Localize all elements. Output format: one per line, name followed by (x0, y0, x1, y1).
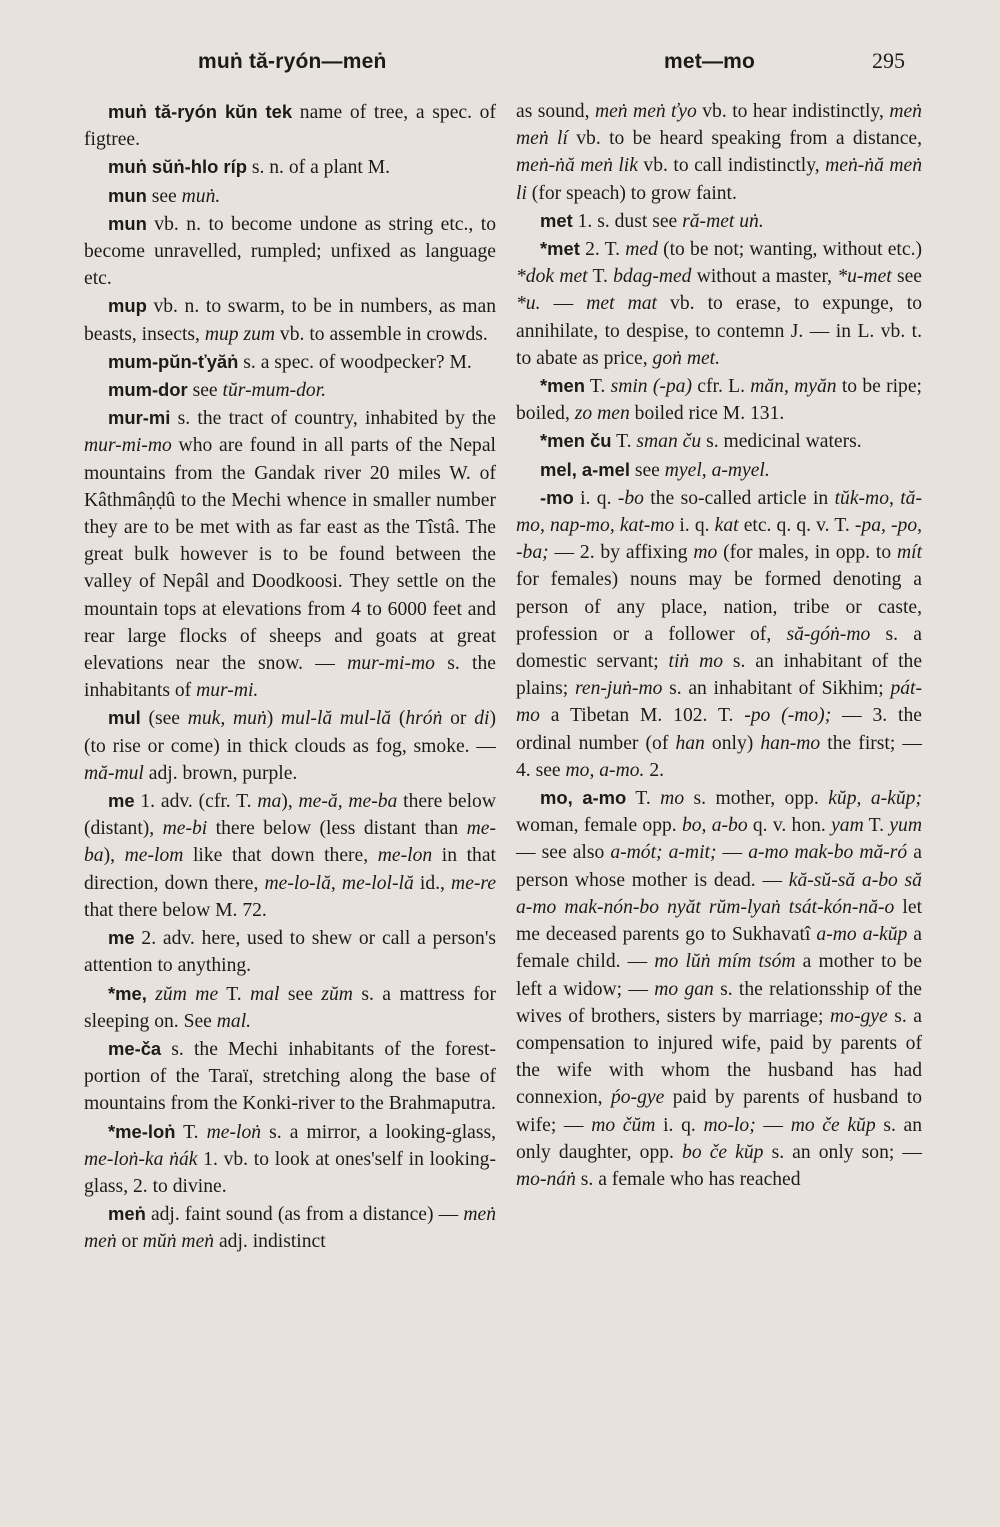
entry-text: the so-called article in (643, 487, 835, 509)
dictionary-entry (516, 235, 922, 372)
entry-text: s. a domestic servant; (516, 623, 922, 673)
entry-text: a Tibetan M. 102. T. (539, 705, 745, 727)
italic-term: bo če kŭp (682, 1141, 764, 1163)
headword: me (108, 790, 135, 812)
italic-term: mal. (216, 1010, 252, 1032)
dictionary-entry (84, 210, 496, 293)
dictionary-entry (84, 376, 496, 404)
italic-term: bo, a-bo (681, 815, 748, 837)
entry-text: — (540, 293, 587, 315)
entry-text: ) (to rise or come) in thick clouds as fog, smoke. — (84, 708, 496, 757)
italic-term: mo (660, 788, 685, 810)
entry-text: s. an inhabitant of Sikhim; (662, 678, 891, 700)
italic-term: me-loṅ (206, 1121, 262, 1143)
entry-text: woman, female opp. (516, 815, 682, 837)
running-header-left: muṅ tă-ryón—meṅ (198, 50, 387, 73)
entry-text: — (716, 842, 749, 864)
headword: *me-loṅ (108, 1120, 176, 1142)
headword: *me, (108, 982, 147, 1004)
italic-term: med (625, 239, 658, 261)
italic-term: hróṅ (405, 708, 443, 730)
italic-term: me-ă, me-ba (298, 791, 398, 813)
dictionary-entry (516, 207, 922, 235)
entry-text: vb. to erase, to expunge, to annihilate, to despise, to contemn J. — in L. vb. t. to abate as price, (516, 293, 922, 369)
entry-text: ), (281, 791, 299, 813)
italic-term: di (474, 708, 490, 730)
entry-text: vb. n. to become undone as string etc., to become unravelled, rumpled; unfixed as language etc. (84, 213, 496, 290)
dictionary-entry (516, 372, 922, 427)
italic-term: mo-lo; (703, 1114, 756, 1136)
italic-term: han-mo (760, 732, 821, 754)
entry-text: or (442, 708, 475, 730)
entry-text: who are found in all parts of the Nepal mountains from the Gandak river 20 miles W. of Kâthmâṇḍû to the Mechi whence in smaller number they are to be met with as far east as the Tîstâ. The great bulk however is to be found between the valley of Nepâl and Doodkoosi. They settle on the mountain tops at elevations from 4 to 6000 feet and rear large flocks of sheeps and goats at great elevations near the snow. — (84, 435, 496, 675)
headword: mup (108, 295, 147, 317)
entry-text: 2. T. (579, 239, 626, 261)
entry-text: there below (less distant than (207, 818, 467, 840)
italic-term: tŭr-mum-dor. (222, 380, 327, 402)
italic-term: să-góṅ-mo (786, 623, 871, 645)
entry-text: 1. vb. to look at ones'self in looking-glass, 2. to divine. (84, 1148, 497, 1197)
entry-text: s. medicinal waters. (701, 431, 862, 453)
dictionary-entry (84, 980, 496, 1035)
italic-term: myel, a-myel. (664, 459, 770, 481)
entry-text: 2. (644, 759, 665, 781)
dictionary-entry (84, 348, 496, 376)
headword: *men (540, 375, 585, 397)
entry-text: a female child. — (516, 924, 923, 973)
italic-term: meṅ meṅ (84, 1204, 496, 1253)
entry-text: (for speach) to grow faint. (526, 182, 737, 204)
italic-term: me-loṅ-ka ṅák (84, 1148, 198, 1170)
italic-term: mo (693, 542, 718, 564)
italic-term: ma (257, 791, 282, 813)
headword: meṅ (108, 1203, 146, 1225)
italic-term: me-lo-lă, me-lol-lă (264, 872, 414, 894)
italic-term: yam (831, 815, 864, 837)
italic-term: bdag-med (613, 266, 692, 288)
italic-term: meṅ meṅ lí (516, 101, 922, 150)
entry-text: adj. brown, purple. (143, 762, 298, 784)
dictionary-entry (84, 98, 496, 153)
entry-text: T. (863, 815, 890, 837)
entry-text: — see also (516, 842, 611, 864)
headword: mum-dor (108, 379, 188, 401)
entry-text: s. n. of a plant M. (246, 157, 391, 179)
headword: mun (108, 212, 147, 234)
headword: *men ču (540, 430, 612, 452)
italic-term: ră-met uṅ. (682, 210, 764, 232)
entry-text: T. (587, 266, 614, 288)
entry-text: 1. s. dust see (572, 210, 683, 232)
entry-text: boiled rice M. 131. (629, 403, 785, 425)
italic-term: me-lom (124, 845, 184, 867)
dictionary-entry (84, 292, 496, 347)
dictionary-entry (84, 1118, 496, 1201)
headword: muṅ tă-ryón kŭn tek (108, 101, 293, 122)
entry-text: see (187, 380, 223, 402)
entry-text: — 3. the ordinal number (of (516, 705, 922, 754)
headword: *met (540, 238, 580, 260)
dictionary-entry (84, 404, 496, 704)
dictionary-entry (84, 1035, 496, 1118)
entry-text: adj. faint sound (as from a distance) — (145, 1204, 464, 1226)
entry-text: cfr. L. (692, 376, 751, 398)
italic-term: măn, myăn (750, 376, 837, 398)
entry-text: i. q. (573, 487, 618, 509)
italic-term: mup zum (204, 323, 276, 345)
entry-text: see (279, 983, 322, 1005)
italic-term: mur-mi-mo (347, 653, 435, 675)
italic-term: pát-mo (516, 678, 922, 727)
entry-text: vb. to be heard speaking from a distance, (567, 128, 922, 150)
italic-term: *u. (516, 293, 541, 315)
entry-text: the first; — 4. see (516, 732, 922, 781)
left-column (84, 98, 496, 1256)
italic-term: kat (714, 515, 739, 537)
dictionary-entry (84, 182, 496, 210)
headword: mun (108, 184, 147, 206)
italic-term: zŭm (321, 983, 353, 1005)
italic-term: me-re (451, 872, 497, 894)
entry-text: see (146, 185, 182, 207)
dictionary-entry (516, 456, 922, 484)
entry-text: let me deceased parents go to Sukhavatî (516, 896, 923, 946)
italic-term: a-mót; a-mit; (610, 842, 717, 864)
headword: muṅ sŭṅ-hlo ríp (108, 156, 247, 178)
entry-text: as sound, (516, 101, 595, 122)
italic-term: mo če kŭp (790, 1114, 876, 1136)
entry-text: name of tree, a spec. of figtree. (84, 102, 496, 151)
entry-text: s. the Mechi inhabitants of the forest-portion of the Taraï, stretching along the base of mountains from the Konki-river to the Brahmaputra. (84, 1038, 496, 1115)
entry-text: (for males, in opp. to (717, 542, 897, 564)
entry-text: 1. adv. (cfr. T. (134, 791, 258, 813)
italic-term: mal (250, 983, 280, 1005)
entry-text: s. an only daughter, opp. (516, 1114, 923, 1163)
entry-text: see (891, 266, 922, 288)
entry-text: T. (626, 788, 661, 810)
italic-term: -bo (617, 487, 644, 509)
entry-text: like that down there, (183, 845, 378, 867)
italic-term: muk, muṅ (187, 708, 267, 730)
headword: me-ča (108, 1037, 162, 1059)
entry-text: — (755, 1114, 791, 1136)
headword: mel, a-mel (540, 458, 630, 480)
entry-text: s. a mirror, a looking-glass, (261, 1121, 496, 1143)
entry-text: vb. to assemble in crowds. (275, 323, 488, 345)
headword: -mo (540, 486, 574, 508)
entry-text: vb. to call indistinctly, (637, 155, 826, 177)
entry-text: paid by parents of husband to wife; — (516, 1087, 922, 1136)
italic-term: mo-náṅ (516, 1168, 576, 1190)
entry-text: (to be not; wanting, without etc.) (657, 239, 922, 261)
italic-term: me-ba (84, 818, 496, 867)
entry-text: s. a mattress for sleeping on. See (84, 983, 496, 1032)
entry-text: q. v. hon. (747, 815, 832, 837)
entry-text: or (116, 1231, 143, 1253)
entry-text: i. q. (674, 515, 715, 537)
italic-term: ren-juṅ-mo (574, 678, 663, 700)
italic-term: kŭp, a-kŭp; (828, 788, 922, 810)
entry-text: T. (611, 431, 637, 453)
dictionary-entry (84, 924, 496, 979)
entry-text: s. mother, opp. (684, 788, 829, 810)
italic-term: zo men (574, 403, 630, 425)
entry-text: only) (704, 732, 761, 754)
entry-text: T. (175, 1121, 207, 1143)
dictionary-entry (84, 704, 496, 787)
entry-text: vb. to hear indistinctly, (696, 101, 890, 122)
headword: mur-mi (108, 407, 171, 429)
entry-text: in that direction, down there, (84, 845, 496, 894)
italic-term: mur-mi-mo (84, 435, 172, 457)
entry-text: s. the relationsship of the wives of brothers, sisters by marriage; (516, 978, 922, 1027)
italic-term: goṅ met. (652, 347, 721, 369)
entry-text: s. an inhabitant of the plains; (516, 651, 923, 700)
italic-term: meṅ-ṅă meṅ lik (516, 155, 638, 177)
italic-term: muṅ. (181, 185, 221, 207)
entry-text: that there below M. 72. (84, 899, 267, 921)
entry-text: 2. adv. here, used to shew or call a person's attention to anything. (84, 928, 496, 977)
entry-text: there below (distant), (84, 791, 496, 840)
entry-text: ) (266, 708, 282, 730)
italic-term: mít (896, 542, 923, 564)
italic-term: mo čŭm (591, 1114, 656, 1136)
italic-term: mur-mi. (196, 680, 259, 702)
entry-text: i. q. (655, 1114, 704, 1136)
headword: mul (108, 707, 141, 729)
entry-text: s. the inhabitants of (84, 653, 496, 702)
dictionary-entry (516, 784, 922, 1193)
italic-term: mo, a-mo. (565, 759, 645, 781)
entry-text: see (629, 459, 665, 481)
italic-term: *dok met (516, 266, 588, 288)
entry-text: a mother to be left a widow; — (516, 951, 922, 1000)
entry-text: T. (218, 983, 251, 1005)
entry-text: ), (103, 845, 125, 867)
headword: me (108, 927, 135, 949)
italic-term: smin (-pa) (610, 376, 693, 398)
entry-text: a person whose mother is dead. — (516, 842, 922, 891)
italic-term: -po (-mo); (744, 705, 832, 727)
entry-text: (see (140, 708, 188, 730)
italic-term: a-mo a-kŭp (816, 924, 908, 946)
italic-term: tŭk-mo, tă-mo, nap-mo, kat-mo (516, 487, 923, 537)
entry-text: vb. n. to swarm, to be in numbers, as man beasts, insects, (84, 296, 496, 345)
italic-term: meṅ-ṅă meṅ li (516, 155, 922, 204)
italic-term: a-mo mak-bo mă-ró (748, 842, 908, 864)
italic-term: mo gan (654, 978, 714, 1000)
entry-text: id., (413, 872, 452, 894)
entry-text: s. the tract of country, inhabited by the (170, 408, 496, 430)
italic-term: mo-gye (830, 1005, 888, 1027)
italic-term: yum (889, 815, 922, 837)
italic-term: -pa, -po, -ba; (516, 515, 923, 564)
dictionary-entry (84, 153, 496, 181)
entry-text: T. (584, 376, 611, 398)
entry-text: to be ripe; boiled, (516, 376, 922, 425)
headword: met (540, 209, 573, 231)
italic-term: sman ču (636, 431, 702, 453)
entry-text: adj. indistinct (214, 1231, 326, 1253)
italic-term: mă-mul (84, 762, 144, 784)
dictionary-entry (84, 1200, 496, 1255)
italic-term: han (675, 732, 705, 754)
dictionary-entry (516, 427, 922, 455)
entry-text: s. a compensation to injured wife, paid by parents of the wife with whom the husband has had connexion, (516, 1005, 922, 1109)
entry-text: — 2. by affixing (548, 542, 694, 564)
italic-term: mul-lă mul-lă (281, 708, 392, 730)
italic-term: mo lŭṅ mím tsóm (654, 951, 796, 973)
page-number: 295 (872, 48, 905, 73)
italic-term: *u-met (837, 266, 892, 288)
italic-term: meṅ meṅ ťyo (594, 101, 697, 122)
running-header-center: met—mo (664, 50, 756, 73)
entry-text: etc. q. q. v. T. (738, 515, 855, 537)
entry-text: for females) nouns may be formed denoting a person of any place, nation, tribe or caste, profession or a follower of, (516, 569, 922, 645)
right-column (516, 98, 922, 1193)
entry-text: s. an only son; — (763, 1141, 922, 1163)
entry-text: ( (391, 708, 406, 730)
headword: mo, a-mo (540, 787, 627, 809)
italic-term: zŭm me (155, 983, 219, 1005)
entry-text: s. a spec. of woodpecker? M. (238, 351, 472, 373)
dictionary-entry (516, 484, 922, 784)
italic-term: met mat (586, 293, 657, 315)
headword: mum-pŭn-ťyăṅ (108, 350, 239, 372)
entry-text: without a master, (691, 266, 838, 288)
italic-term: mŭṅ meṅ (142, 1231, 215, 1253)
italic-term: me-lon (377, 845, 433, 867)
dictionary-entry (84, 787, 496, 924)
entry-text: s. a female who has reached (575, 1168, 801, 1190)
italic-term: tiṅ mo (668, 651, 724, 673)
italic-term: me-bi (162, 818, 208, 840)
italic-term: ṕo-gye (611, 1087, 665, 1109)
italic-term: kă-sŭ-să a-bo să a-mo mak-nón-bo nyăt rŭm-lyaṅ tsát-kón-nă-o (516, 869, 922, 918)
dictionary-entry (516, 98, 922, 207)
